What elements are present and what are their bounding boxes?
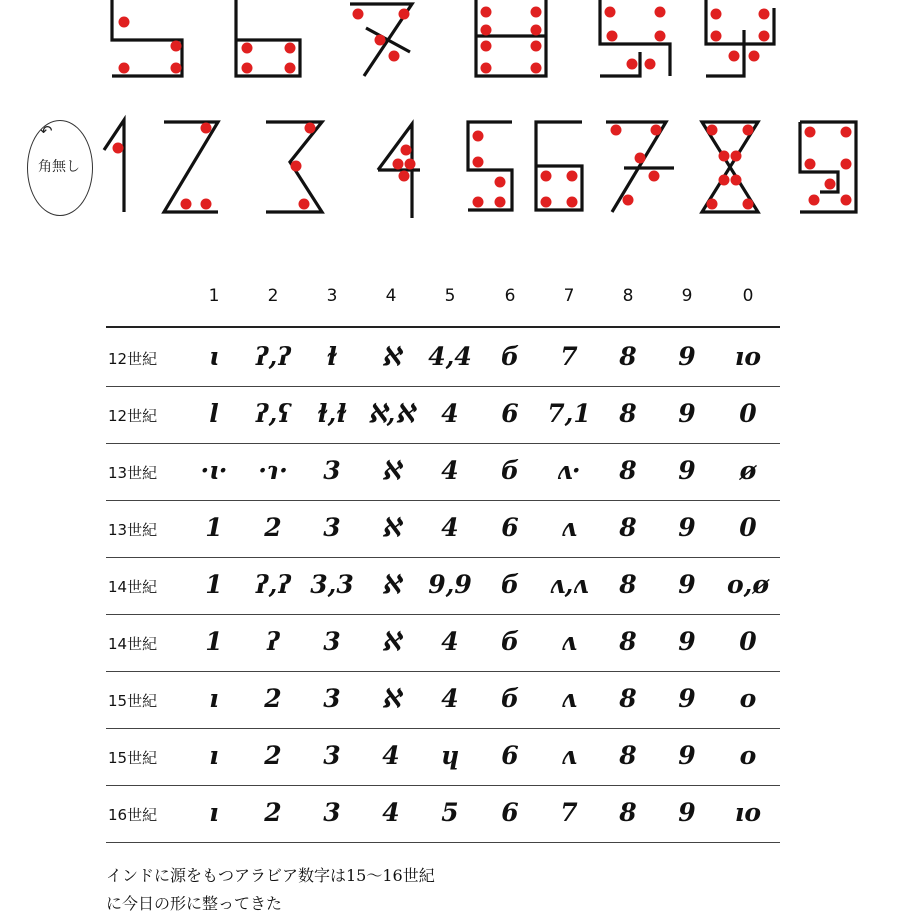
numeral-glyph: 1 xyxy=(205,570,223,599)
digit-8-angle-dot xyxy=(731,175,742,186)
digit-2-angle-dot xyxy=(201,199,212,210)
digit-8-angle-dot xyxy=(719,151,730,162)
numeral-glyph: 4 xyxy=(441,627,459,656)
numeral-glyph: ɥ xyxy=(440,741,460,770)
numeral-glyph: ʌ xyxy=(561,627,577,656)
numeral-glyph: б xyxy=(500,456,520,485)
digit-1-angle-dot xyxy=(113,143,124,154)
digit-8-angle-dot xyxy=(707,199,718,210)
digit-7-angle-dot xyxy=(635,153,646,164)
numeral-glyph: б xyxy=(500,570,520,599)
numeral-glyph: 8 xyxy=(619,798,637,827)
numeral-glyph: 4,4 xyxy=(428,342,472,371)
digit-8-angle-dot xyxy=(731,151,742,162)
numeral-glyph: 6 xyxy=(501,741,519,770)
numeral-glyph: 8 xyxy=(619,399,637,428)
digit-4-angle-dot xyxy=(401,145,412,156)
century-label: 13世紀 xyxy=(108,464,158,482)
numeral-glyph: ʔ,ʔ xyxy=(254,342,292,371)
top-digit-9b xyxy=(706,0,774,76)
numeral-glyph: 6 xyxy=(501,399,519,428)
digit-5-angle-dot xyxy=(495,197,506,208)
header-rule xyxy=(106,326,780,328)
top-digit-9-angle-dot xyxy=(655,31,666,42)
century-label: 16世紀 xyxy=(108,806,158,824)
column-header: 4 xyxy=(385,286,397,306)
numeral-glyph: 3 xyxy=(323,627,341,656)
century-label: 15世紀 xyxy=(108,692,158,710)
numeral-glyph: 4 xyxy=(382,798,400,827)
numeral-glyph: ʌ xyxy=(561,513,577,542)
numeral-glyph: б xyxy=(500,342,520,371)
numeral-glyph: o xyxy=(739,684,757,713)
top-digit-9b-angle-dot xyxy=(729,51,740,62)
numeral-glyph: ı xyxy=(209,798,219,827)
column-header: 3 xyxy=(326,286,338,306)
row-rule xyxy=(106,443,780,444)
digit-8 xyxy=(702,122,758,212)
numeral-glyph: 9 xyxy=(678,570,696,599)
numeral-glyph: 8 xyxy=(619,684,637,713)
digit-5-angle-dot xyxy=(473,157,484,168)
century-label: 12世紀 xyxy=(108,350,158,368)
top-digit-7-angle-dot xyxy=(353,9,364,20)
digit-3 xyxy=(266,122,322,212)
numeral-glyph: ɩ xyxy=(209,342,219,371)
numeral-glyph: l xyxy=(209,399,219,428)
numeral-glyph: 6 xyxy=(501,798,519,827)
numeral-glyph: 7,1 xyxy=(547,399,591,428)
row-rule xyxy=(106,785,780,786)
column-header: 9 xyxy=(681,286,693,306)
numeral-glyph: 4 xyxy=(441,456,459,485)
numeral-glyph: 4 xyxy=(441,399,459,428)
numeral-glyph: 9 xyxy=(678,741,696,770)
numeral-glyph: ·ɿ· xyxy=(258,456,288,485)
digit-8-angle-dot xyxy=(743,125,754,136)
numeral-glyph: 3 xyxy=(323,798,341,827)
century-label: 13世紀 xyxy=(108,521,158,539)
numeral-glyph: 3 xyxy=(323,741,341,770)
numeral-glyph: ʌ,ʌ xyxy=(550,570,588,599)
numeral-glyph: 1 xyxy=(205,513,223,542)
column-header: 2 xyxy=(267,286,279,306)
digit-5 xyxy=(468,122,512,210)
numeral-glyph: ʔ xyxy=(266,627,280,656)
numeral-glyph: 4 xyxy=(441,513,459,542)
top-digit-9-angle-dot xyxy=(605,7,616,18)
century-label: 15世紀 xyxy=(108,749,158,767)
numeral-glyph: 9 xyxy=(678,399,696,428)
top-digit-9-angle-dot xyxy=(645,59,656,70)
numeral-glyph: 3 xyxy=(323,456,341,485)
numeral-glyph: ıo xyxy=(734,342,762,371)
top-digit-7-angle-dot xyxy=(399,9,410,20)
top-digit-8-angle-dot xyxy=(531,63,542,74)
numeral-glyph: ℵ,ℵ xyxy=(368,399,414,428)
no-angle-note: 角無し xyxy=(38,159,80,175)
digit-2 xyxy=(164,122,218,212)
numeral-glyph: 4 xyxy=(382,741,400,770)
numeral-glyph: 8 xyxy=(619,456,637,485)
digit-1 xyxy=(104,120,124,212)
numeral-glyph: ℵ xyxy=(381,342,401,371)
digit-4-stroke xyxy=(378,124,420,218)
row-rule xyxy=(106,842,780,843)
numeral-glyph: 8 xyxy=(619,627,637,656)
top-digit-8-angle-dot xyxy=(531,41,542,52)
numeral-glyph: 9 xyxy=(678,342,696,371)
numeral-glyph: ɫ xyxy=(326,342,338,371)
top-digit-5-angle-dot xyxy=(119,63,130,74)
top-digit-9-angle-dot xyxy=(627,59,638,70)
digit-2-angle-dot xyxy=(181,199,192,210)
digit-4-angle-dot xyxy=(393,159,404,170)
numeral-glyph: ℵ xyxy=(381,513,401,542)
numeral-glyph: ʌ· xyxy=(557,456,581,485)
row-rule xyxy=(106,386,780,387)
top-digit-6-angle-dot xyxy=(285,43,296,54)
top-digit-5 xyxy=(112,0,182,76)
top-digit-5-angle-dot xyxy=(119,17,130,28)
digit-1-stroke xyxy=(104,120,124,212)
numeral-glyph: б xyxy=(500,684,520,713)
numeral-glyph: 6 xyxy=(501,513,519,542)
digit-7-angle-dot xyxy=(651,125,662,136)
numeral-glyph: 3 xyxy=(323,684,341,713)
numeral-glyph: ℵ xyxy=(381,684,401,713)
numeral-glyph: 9,9 xyxy=(428,570,472,599)
top-digit-9b-angle-dot xyxy=(759,31,770,42)
digit-5-angle-dot xyxy=(495,177,506,188)
top-digit-9b-angle-dot xyxy=(749,51,760,62)
row-rule xyxy=(106,728,780,729)
top-digit-5-angle-dot xyxy=(171,63,182,74)
numeral-glyph: ı xyxy=(209,741,219,770)
column-header: 6 xyxy=(504,286,516,306)
numeral-glyph: 9 xyxy=(678,627,696,656)
digit-9-angle-dot xyxy=(805,159,816,170)
top-digit-8-angle-dot xyxy=(531,7,542,18)
digit-6-angle-dot xyxy=(567,171,578,182)
row-rule xyxy=(106,614,780,615)
numeral-glyph: 0 xyxy=(739,627,757,656)
numeral-glyph: ʔ,ʔ xyxy=(254,570,292,599)
numeral-glyph: ı xyxy=(209,684,219,713)
top-digit-9b-angle-dot xyxy=(711,31,722,42)
numeral-glyph: o xyxy=(739,741,757,770)
numeral-glyph: 9 xyxy=(678,684,696,713)
column-header: 8 xyxy=(622,286,634,306)
digit-3-angle-dot xyxy=(291,161,302,172)
column-header: 1 xyxy=(208,286,220,306)
top-digit-9b-angle-dot xyxy=(711,9,722,20)
digit-8-angle-dot xyxy=(743,199,754,210)
digit-6-stroke xyxy=(536,122,582,210)
numeral-glyph: 7 xyxy=(560,798,578,827)
numeral-glyph: 3 xyxy=(323,513,341,542)
numeral-glyph: ɫ,ɫ xyxy=(317,399,347,428)
digit-8-angle-dot xyxy=(719,175,730,186)
digit-2-stroke xyxy=(164,122,218,212)
top-digit-6 xyxy=(236,0,300,76)
numeral-glyph: ·ɩ· xyxy=(200,456,228,485)
top-digit-7-angle-dot xyxy=(389,51,400,62)
digit-7-stroke xyxy=(606,122,674,212)
top-digit-6-angle-dot xyxy=(285,63,296,74)
century-label: 14世紀 xyxy=(108,635,158,653)
numeral-glyph: 8 xyxy=(619,342,637,371)
caption-line-1: インドに源をもつアラビア数字は15～16世紀 xyxy=(106,866,435,885)
digit-7-angle-dot xyxy=(649,171,660,182)
numeral-glyph: 8 xyxy=(619,570,637,599)
numeral-glyph: 2 xyxy=(264,513,282,542)
numeral-glyph: 2 xyxy=(264,798,282,827)
numeral-glyph: o,ø xyxy=(726,570,770,599)
digit-5-angle-dot xyxy=(473,197,484,208)
digit-8-angle-dot xyxy=(707,125,718,136)
numeral-glyph: 9 xyxy=(678,798,696,827)
numeral-glyph: 2 xyxy=(264,684,282,713)
numeral-glyph: 7 xyxy=(560,342,578,371)
top-digit-6-angle-dot xyxy=(242,63,253,74)
digit-7 xyxy=(606,122,674,212)
numeral-glyph: 3,3 xyxy=(310,570,354,599)
digit-9-angle-dot xyxy=(809,195,820,206)
digit-9 xyxy=(800,122,856,212)
digit-2-angle-dot xyxy=(201,123,212,134)
top-digit-6-angle-dot xyxy=(242,43,253,54)
top-digit-8-angle-dot xyxy=(481,63,492,74)
digit-7-angle-dot xyxy=(611,125,622,136)
digit-9-angle-dot xyxy=(841,127,852,138)
numeral-glyph: 0 xyxy=(739,399,757,428)
numeral-history-table xyxy=(0,260,900,913)
curved-arrow-icon: ↶ xyxy=(40,122,53,140)
numeral-glyph: 5 xyxy=(441,798,459,827)
numeral-glyph: ℵ xyxy=(381,627,401,656)
numeral-glyph: 9 xyxy=(678,456,696,485)
numeral-glyph: б xyxy=(500,627,520,656)
digit-4-angle-dot xyxy=(405,159,416,170)
numeral-glyph: 8 xyxy=(619,513,637,542)
digit-6-angle-dot xyxy=(541,171,552,182)
digit-4-angle-dot xyxy=(399,171,410,182)
digit-9-angle-dot xyxy=(825,179,836,190)
numeral-glyph: 9 xyxy=(678,513,696,542)
numeral-glyph: 0 xyxy=(739,513,757,542)
top-digit-9-angle-dot xyxy=(655,7,666,18)
numeral-glyph: ℵ xyxy=(381,456,401,485)
top-digit-8-angle-dot xyxy=(481,7,492,18)
digit-4 xyxy=(378,124,420,218)
top-digit-8-angle-dot xyxy=(481,41,492,52)
row-rule xyxy=(106,500,780,501)
top-digit-5-angle-dot xyxy=(171,41,182,52)
top-digit-7-angle-dot xyxy=(375,35,386,46)
numeral-glyph: 8 xyxy=(619,741,637,770)
digit-9-angle-dot xyxy=(805,127,816,138)
digit-5-angle-dot xyxy=(473,131,484,142)
digit-7-angle-dot xyxy=(623,195,634,206)
numeral-glyph: 4 xyxy=(441,684,459,713)
numeral-glyph: ʔ,ʕ xyxy=(254,399,292,428)
century-label: 14世紀 xyxy=(108,578,158,596)
top-digit-8 xyxy=(476,0,546,76)
top-digit-9-angle-dot xyxy=(607,31,618,42)
numeral-glyph: 1 xyxy=(205,627,223,656)
top-digit-7 xyxy=(350,4,412,76)
top-digit-9b-angle-dot xyxy=(759,9,770,20)
top-digit-8-angle-dot xyxy=(481,25,492,36)
numeral-glyph: ıo xyxy=(734,798,762,827)
digit-9-angle-dot xyxy=(841,195,852,206)
digit-3-angle-dot xyxy=(299,199,310,210)
numeral-glyph: ℵ xyxy=(381,570,401,599)
top-digit-9 xyxy=(600,0,670,76)
numeral-glyph: ʌ xyxy=(561,684,577,713)
row-rule xyxy=(106,671,780,672)
digit-6 xyxy=(536,122,582,210)
numeral-glyph: ʌ xyxy=(561,741,577,770)
angle-digit-diagram xyxy=(0,0,900,230)
caption-line-2: に今日の形に整ってきた xyxy=(106,894,283,913)
numeral-glyph: 2 xyxy=(264,741,282,770)
column-header: 0 xyxy=(742,286,754,306)
numeral-glyph: ø xyxy=(739,456,757,485)
top-digit-8-angle-dot xyxy=(531,25,542,36)
column-header: 7 xyxy=(563,286,575,306)
row-rule xyxy=(106,557,780,558)
century-label: 12世紀 xyxy=(108,407,158,425)
digit-6-angle-dot xyxy=(541,197,552,208)
digit-6-angle-dot xyxy=(567,197,578,208)
digit-8-stroke xyxy=(702,122,758,212)
column-header: 5 xyxy=(444,286,456,306)
digit-9-angle-dot xyxy=(841,159,852,170)
digit-3-angle-dot xyxy=(305,123,316,134)
